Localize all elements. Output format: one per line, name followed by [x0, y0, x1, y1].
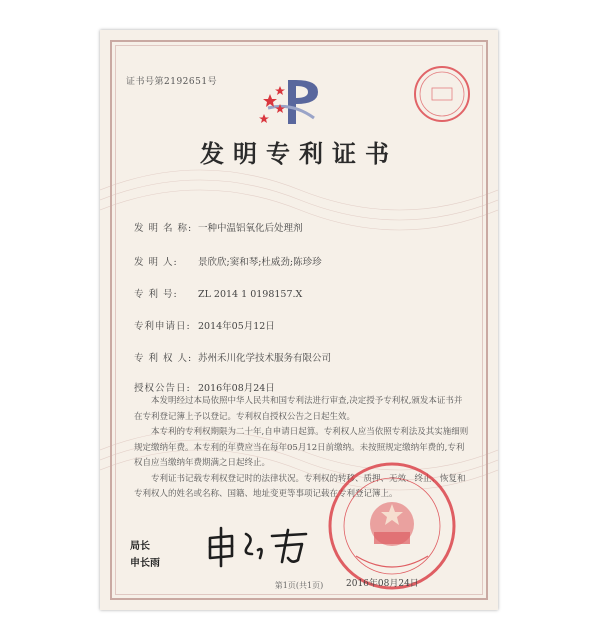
field-value: 景欣欣;窦和琴;杜威劲;陈珍珍: [198, 257, 322, 268]
field-grant-date: [134, 380, 275, 394]
certificate-number: 证书号第2192651号: [126, 77, 218, 87]
field-value: 2016年08月24日: [198, 383, 275, 394]
director-title: 局长: [130, 541, 150, 552]
certificate-title: 发明专利证书: [200, 139, 398, 168]
field-label: 发 明 人:: [134, 257, 178, 268]
body-paragraph: 专利证书记载专利权登记时的法律状况。专利权的转移、质押、无效、终止、恢复和专利权人的姓名或名称、国籍、地址变更等事项记载在专利登记簿上。: [134, 473, 466, 499]
issue-date-stamp: 2016年08月24日: [346, 579, 419, 589]
field-patentee: [134, 350, 331, 364]
field-application-date: [134, 318, 275, 332]
body-paragraph: 本专利的专利权期限为二十年,自申请日起算。专利权人应当依照专利法及其实施细则规定缴纳年费。本专利的年费应当在每年05月12日前缴纳。未按照规定缴纳年费的,专利权自应当缴纳年费期满之日起终止。: [134, 427, 469, 468]
patent-office-logo-icon: [258, 74, 328, 130]
body-paragraph: 本发明经过本局依照中华人民共和国专利法进行审查,决定授予专利权,颁发本证书并在专利登记簿上予以登记。专利权自授权公告之日起生效。: [134, 396, 463, 422]
patent-seal-small-icon: [412, 64, 472, 124]
field-inventors: [134, 254, 322, 268]
field-label: 授权公告日:: [134, 383, 191, 394]
field-label: 专 利 号:: [134, 289, 178, 300]
certificate-sheet: [100, 30, 498, 610]
field-invention-name: [134, 220, 303, 234]
field-label: 发 明 名 称:: [134, 223, 193, 234]
field-label: 专利申请日:: [134, 321, 191, 332]
page-number: 第1页(共1页): [274, 581, 324, 590]
director-name: 申长雨: [130, 558, 160, 569]
field-value: ZL 2014 1 0198157.X: [198, 289, 303, 300]
field-value: 苏州禾川化学技术服务有限公司: [198, 353, 332, 364]
director-signature: [202, 524, 312, 568]
field-label: 专 利 权 人:: [134, 353, 193, 364]
director-block: [130, 538, 160, 572]
field-patent-number: [134, 286, 302, 300]
field-value: 2014年05月12日: [198, 321, 275, 332]
field-value: 一种中温铝氧化后处理剂: [198, 223, 303, 234]
national-ip-office-seal-icon: [326, 460, 458, 592]
